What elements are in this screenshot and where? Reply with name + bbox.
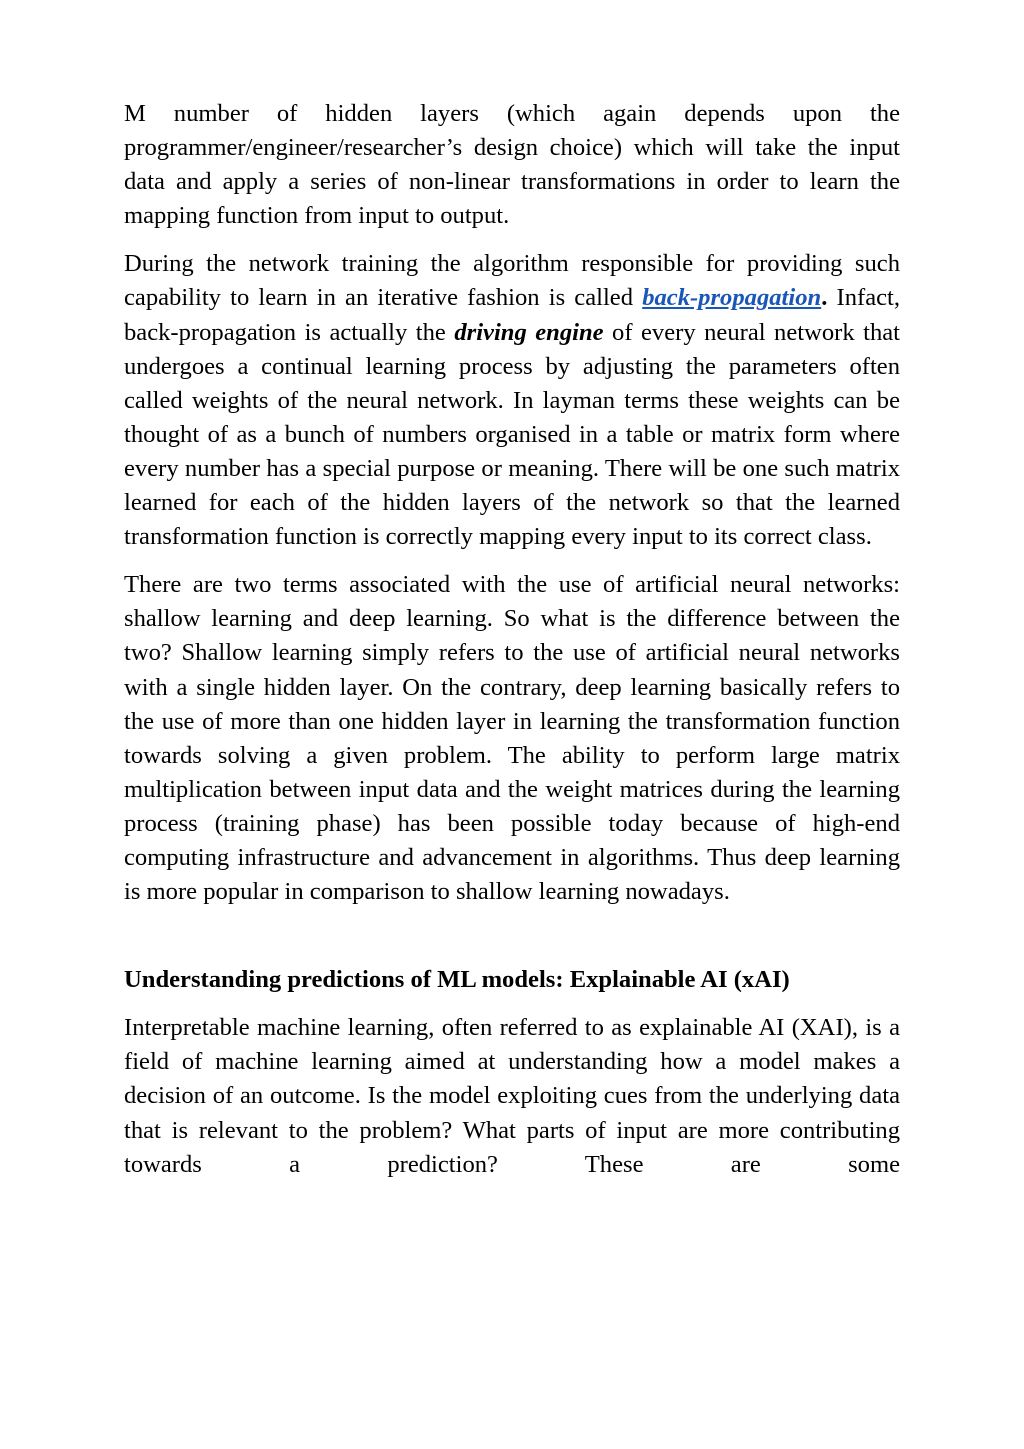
emphasis-text: driving engine — [454, 318, 604, 346]
paragraph-backpropagation — [124, 247, 900, 554]
document-page — [124, 97, 900, 1196]
link-period: . — [821, 284, 828, 312]
paragraph-explainable-ai: Interpretable machine learning, often referred to as explainable AI (XAI), is a field of machine learning aimed at understanding how a model makes a decision of an outcome. Is the model exploiting cues from the underlying data that is relevant to the problem? What parts of input are more contributing towards a prediction? These are some — [124, 1014, 900, 1178]
paragraph-text: During the network training the algorithm responsible for providing such capability to learn in an iterative fashion is called — [124, 250, 900, 312]
section-heading: Understanding predictions of ML models: Explainable AI (xAI) — [124, 966, 790, 994]
paragraph-hidden-layers: M number of hidden layers (which again depends upon the programmer/engineer/researcher’s design choice) which will take the input data and apply a series of non-linear transformations in order to learn the mapping function from input to output. — [124, 100, 900, 230]
paragraph-shallow-deep-learning: There are two terms associated with the use of artificial neural networks: shallow learning and deep learning. So what is the difference between the two? Shallow learning simply refers to the use of artificial neural networks with a single hidden layer. On the contrary, deep learning basically refers to the use of more than one hidden layer in learning the transformation function towards solving a given problem. The ability to perform large matrix multiplication between input data and the weight matrices during the learning process (training phase) has been possible today because of high-end computing infrastructure and advancement in algorithms. Thus deep learning is more popular in comparison to shallow learning nowadays. — [124, 571, 900, 906]
paragraph-text: Infact, back-propagation is actually the — [124, 284, 901, 346]
paragraph-text: of every neural network that undergoes a continual learning process by adjusting the parameters often called weights of the neural network. In layman terms these weights can be thought of as a bunch of numbers organised in a table or matrix form where every number has a special purpose or meaning. There will be one such matrix learned for each of the hidden layers of the network so that the learned transformation function is correctly mapping every input to its correct class. — [124, 318, 901, 551]
backpropagation-link[interactable]: back-propagation — [642, 284, 822, 312]
